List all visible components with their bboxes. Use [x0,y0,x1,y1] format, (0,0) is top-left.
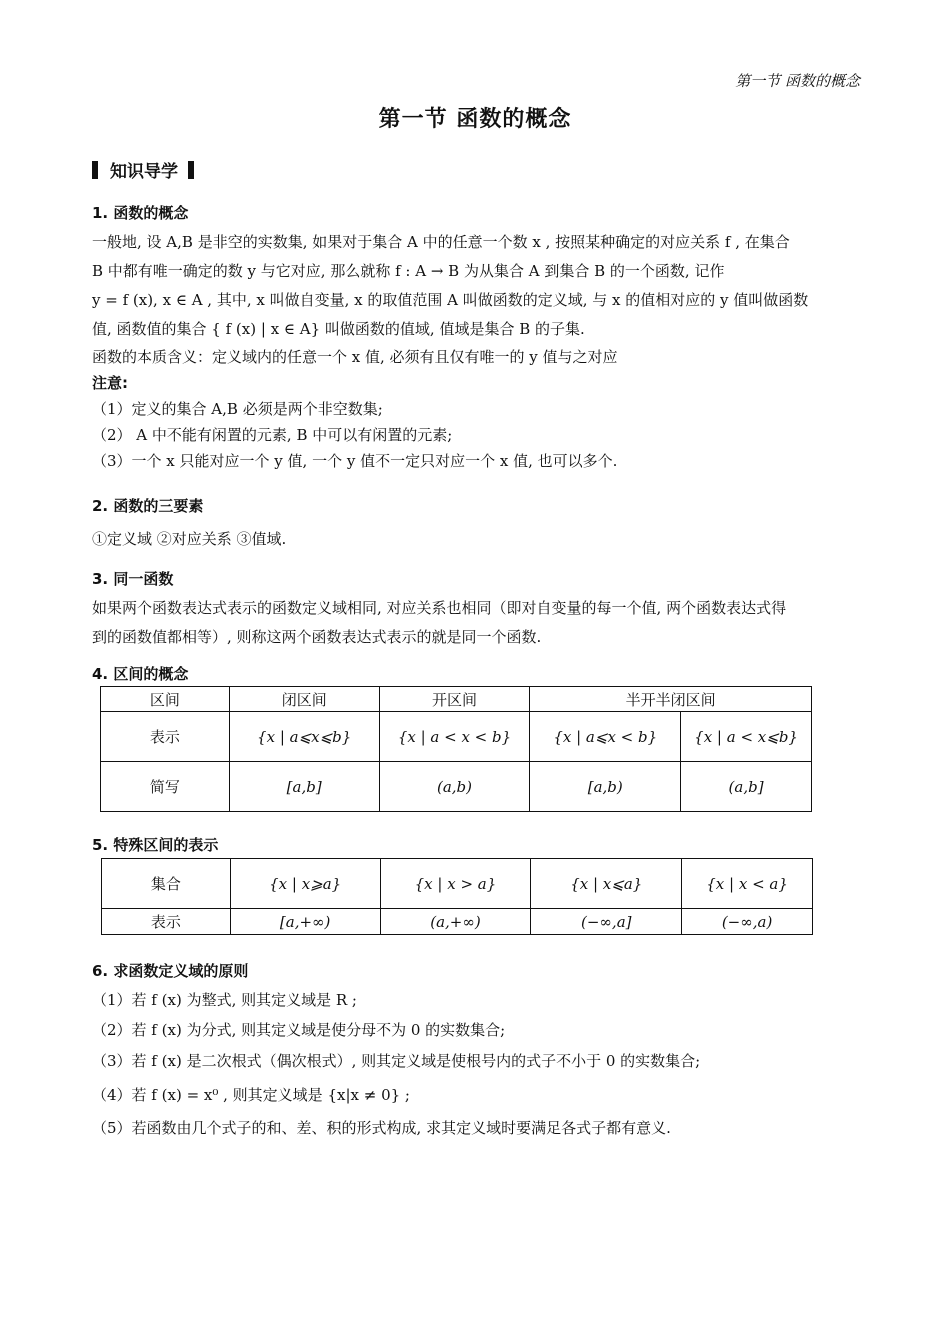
section-1-heading: 1. 函数的概念 [92,204,189,222]
running-head: 第一节 函数的概念 [735,72,860,90]
interval-short-row [101,762,812,812]
special-interval-table [101,858,813,935]
table-cell: {x | x > a} [380,859,531,909]
interval-table [100,686,812,812]
section-2-heading: 2. 函数的三要素 [92,497,204,515]
header-cell: 闭区间 [229,687,379,712]
table-cell: {x | a < x < b} [379,712,530,762]
s3-para-line-1: 如果两个函数表达式表示的函数定义域相同, 对应关系也相同（即对自变量的每一个值, 两个函数表达式得 [92,599,787,617]
page-title: 第一节 函数的概念 [378,107,572,132]
s1-note-2: （2） A 中不能有闲置的元素, B 中可以有闲置的元素; [92,426,453,444]
section-5-heading: 5. 特殊区间的表示 [92,836,219,854]
table-cell: {x | x⩾a} [230,859,380,909]
section-6-heading: 6. 求函数定义域的原则 [92,962,249,980]
s6-item-4: （4）若 f (x) = x⁰ , 则其定义域是 {x|x ≠ 0} ; [92,1086,410,1104]
guide-heading-text: 知识导学 [110,162,178,182]
row-label: 表示 [102,909,231,935]
section-3 [92,565,860,652]
section-4 [92,660,860,689]
table-cell: {x | a < x⩽b} [681,712,812,762]
header-cell: 半开半闭区间 [530,687,812,712]
s1-note-1: （1）定义的集合 A,B 必须是两个非空数集; [92,400,383,418]
table-cell: [a,+∞) [230,909,380,935]
table-cell: (a,+∞) [380,909,531,935]
table-cell: {x | x⩽a} [531,859,682,909]
section-6 [92,958,860,1143]
special-notation-row [102,909,813,935]
guide-heading [92,157,194,182]
table-cell: (a,b) [379,762,530,812]
s6-item-5: （5）若函数由几个式子的和、差、积的形式构成, 求其定义域时要满足各式子都有意义. [92,1119,671,1137]
section-1 [92,199,860,474]
s1-para-line-2: B 中都有唯一确定的数 y 与它对应, 那么就称 f : A → B 为从集合 A 到集合 B 的一个函数, 记作 [92,262,725,280]
s6-item-2: （2）若 f (x) 为分式, 则其定义域是使分母不为 0 的实数集合; [92,1021,506,1039]
s6-item-3: （3）若 f (x) 是二次根式（偶次根式）, 则其定义域是使根号内的式子不小于 0 的实数集合; [92,1052,701,1070]
table-cell: (−∞,a] [531,909,682,935]
table-cell: {x | a⩽x < b} [530,712,681,762]
s6-item-1: （1）若 f (x) 为整式, 则其定义域是 R ; [92,991,357,1009]
right-bar-icon [188,161,194,179]
interval-notation-row [101,712,812,762]
left-bar-icon [92,161,98,179]
special-set-row [102,859,813,909]
table-cell: {x | a⩽x⩽b} [229,712,379,762]
table-cell: (a,b] [681,762,812,812]
section-5 [92,831,860,860]
s1-note-label: 注意: [92,374,128,392]
s1-para-line-3: y = f (x), x ∈ A , 其中, x 叫做自变量, x 的取值范围 A 叫做函数的定义域, 与 x 的值相对应的 y 值叫做函数 [92,291,809,309]
row-label: 集合 [102,859,231,909]
s3-para-line-2: 到的函数值都相等）, 则称这两个函数表达式表示的就是同一个函数. [92,628,542,646]
table-cell: {x | x < a} [682,859,813,909]
table-cell: [a,b) [530,762,681,812]
interval-header-row [101,687,812,712]
header-cell: 开区间 [379,687,530,712]
section-2 [92,492,860,554]
s2-text: ①定义域 ②对应关系 ③值域. [92,530,287,548]
header-cell: 区间 [101,687,230,712]
section-4-heading: 4. 区间的概念 [92,665,189,683]
s1-para-line-1: 一般地, 设 A,B 是非空的实数集, 如果对于集合 A 中的任意一个数 x , 按照某种确定的对应关系 f , 在集合 [92,233,790,251]
row-label: 简写 [101,762,230,812]
section-3-heading: 3. 同一函数 [92,570,174,588]
s1-para-line-4: 值, 函数值的集合 { f (x) | x ∈ A} 叫做函数的值域, 值域是集合 B 的子集. [92,320,585,338]
table-cell: [a,b] [229,762,379,812]
s1-essence: 函数的本质含义：定义域内的任意一个 x 值, 必须有且仅有唯一的 y 值与之对应 [92,348,618,366]
row-label: 表示 [101,712,230,762]
s1-note-3: （3）一个 x 只能对应一个 y 值, 一个 y 值不一定只对应一个 x 值, 也可以多个. [92,452,618,470]
table-cell: (−∞,a) [682,909,813,935]
